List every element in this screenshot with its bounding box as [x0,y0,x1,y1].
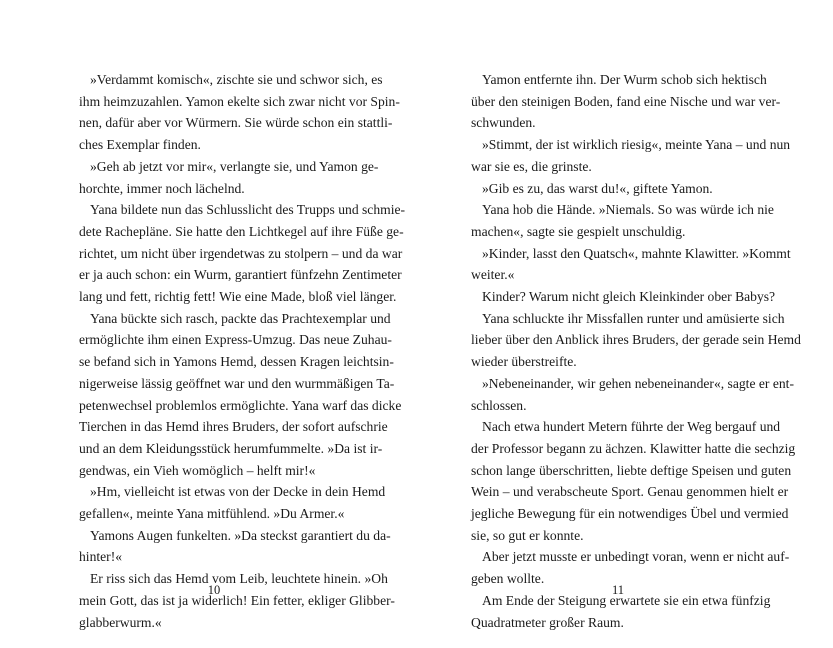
text-line: gefallen«, meinte Yana mitfühlend. »Du Armer.« [79,506,345,522]
text-line: schon lange überschritten, liebte deftige Speisen und guten [471,462,792,478]
text-line: Yana bückte sich rasch, packte das Prachtexemplar und [90,310,391,326]
text-line: hinter!« [79,549,123,565]
page-number-right: 11 [611,583,625,597]
text-line: »Verdammt komisch«, zischte sie und schwor sich, es [90,72,383,87]
left-page-text [79,69,406,633]
paragraph [471,199,774,242]
text-line: »Kinder, lasst den Quatsch«, mahnte Klawitter. »Kommt [482,245,791,261]
page-number-left: 10 [207,583,221,597]
paragraph [79,308,402,482]
text-line: Am Ende der Steigung erwartete sie ein etwa fünfzig [482,592,771,608]
text-line: »Gib es zu, das warst du!«, giftete Yamon. [482,180,713,196]
paragraph [471,416,796,546]
text-line: Tierchen in das Hemd ihres Bruders, der sofort aufschrie [79,419,388,435]
text-line: lieber über den Anblick ihres Bruders, der gerade sein Hemd [471,332,801,348]
text-line: »Hm, vielleicht ist etwas von der Decke in dein Hemd [90,484,386,500]
text-line: ches Exemplar finden. [79,137,201,153]
text-line: horchte, immer noch lächelnd. [79,180,245,196]
text-line: war sie es, die grinste. [471,158,592,174]
text-line: schwunden. [471,115,536,131]
paragraph [79,156,379,199]
text-line: Yamons Augen funkelten. »Da steckst garantiert du da- [90,527,391,543]
text-line: Yamon entfernte ihn. Der Wurm schob sich hektisch [482,72,767,87]
text-line: nen, dafür aber vor Würmern. Sie würde schon ein stattli- [79,115,393,131]
text-line: gendwas, ein Vieh womöglich – helft mir!« [79,462,316,478]
text-line: Wein – und verabscheute Sport. Genau genommen hielt er [471,484,789,500]
text-line: Kinder? Warum nicht gleich Kleinkinder ober Babys? [482,289,776,305]
text-line: Quadratmeter großer Raum. [471,614,624,630]
text-line: und an dem Kleidungsstück herumfummelte. »Da ist ir- [79,440,383,456]
text-line: ihm heimzuzahlen. Yamon ekelte sich zwar nicht vor Spin- [79,93,400,109]
text-line: »Nebeneinander, wir gehen nebeneinander«, sagte er ent- [482,375,794,391]
paragraph [79,199,406,308]
right-page-text [471,69,801,633]
text-line: jegliche Bewegung für ein notwendiges Übel und vermied [471,506,789,522]
paragraph [471,134,791,177]
text-line: se befand sich in Yamons Hemd, dessen Kragen leichtsin- [79,354,394,370]
text-line: dete Rachepläne. Sie hatte den Lichtkegel auf ihre Füße ge- [79,223,404,239]
text-line: Yana hob die Hände. »Niemals. So was würde ich nie [482,202,774,218]
text-line: machen«, sagte sie gespielt unschuldig. [471,223,686,239]
text-line: glabberwurm.« [79,614,162,630]
text-line: er ja auch schon: ein Wurm, garantiert fünfzehn Zentimeter [79,267,402,283]
left-page [0,0,416,648]
text-line: mein Gott, das ist ja widerlich! Ein fetter, ekliger Glibber- [79,592,395,608]
paragraph [79,481,386,524]
paragraph [79,525,391,568]
text-line: Er riss sich das Hemd vom Leib, leuchtete hinein. »Oh [90,571,388,587]
paragraph [471,308,801,373]
text-line: geben wollte. [471,571,545,587]
text-line: über den steinigen Boden, fand eine Nische und war ver- [471,93,781,109]
text-line: sie, so gut er konnte. [471,527,584,543]
paragraph [471,69,781,134]
paragraph [471,178,762,200]
paragraph [471,286,776,308]
text-line: petenwechsel problemlos ermöglichte. Yana warf das dicke [79,397,402,413]
text-line: ermöglichte ihm einen Express-Umzug. Das neue Zuhau- [79,332,392,348]
right-page [416,0,833,648]
text-line: schlossen. [471,397,527,413]
text-line: nigerweise lässig geöffnet war und den wurmmäßigen Ta- [79,375,395,391]
text-line: weiter.« [471,267,515,283]
text-line: wieder überstreifte. [471,354,577,370]
text-line: Aber jetzt musste er unbedingt voran, wenn er nicht auf- [482,549,790,565]
text-line: richtet, um nicht über irgendetwas zu stolpern – und da war [79,245,403,261]
paragraph [471,243,791,286]
text-line: lang und fett, richtig fett! Wie eine Made, bloß viel länger. [79,289,397,305]
text-line: Yana schluckte ihr Missfallen runter und amüsierte sich [482,310,785,326]
text-line: »Geh ab jetzt vor mir«, verlangte sie, und Yamon ge- [90,158,379,174]
paragraph [471,373,794,416]
text-line: der Professor begann zu ächzen. Klawitter hatte die sechzig [471,440,796,456]
text-line: Nach etwa hundert Metern führte der Weg bergauf und [482,419,781,435]
text-line: »Stimmt, der ist wirklich riesig«, meinte Yana – und nun [482,137,791,153]
paragraph [79,568,395,633]
paragraph [79,69,400,156]
text-line: Yana bildete nun das Schlusslicht des Trupps und schmie- [90,202,406,218]
